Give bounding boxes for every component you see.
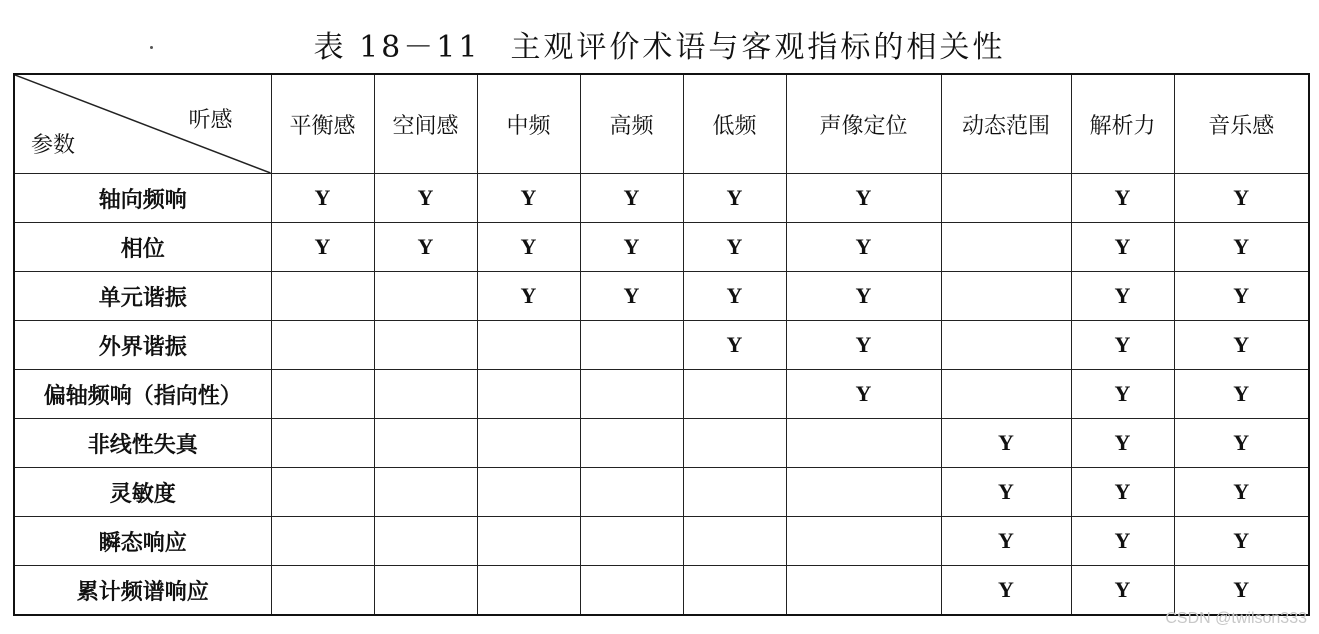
- table-cell: [374, 517, 477, 566]
- row-label: 偏轴频响（指向性）: [14, 370, 271, 419]
- table-cell: Y: [1071, 566, 1174, 616]
- column-header: 声像定位: [786, 74, 941, 174]
- table-cell: [374, 370, 477, 419]
- watermark: CSDN @twilson333: [1165, 610, 1307, 627]
- table-cell: [941, 370, 1071, 419]
- table-cell: [477, 517, 580, 566]
- table-row: [14, 174, 1309, 223]
- table-cell: [941, 223, 1071, 272]
- table-cell: [477, 321, 580, 370]
- table-cell: [271, 321, 374, 370]
- row-label: 灵敏度: [14, 468, 271, 517]
- table-cell: Y: [580, 223, 683, 272]
- row-label: 相位: [14, 223, 271, 272]
- table-cell: Y: [941, 419, 1071, 468]
- table-cell: [477, 419, 580, 468]
- table-cell: Y: [1174, 468, 1309, 517]
- row-label: 累计频谱响应: [14, 566, 271, 616]
- table-cell: Y: [1071, 272, 1174, 321]
- table-cell: [271, 517, 374, 566]
- table-row: [14, 321, 1309, 370]
- table-cell: [580, 321, 683, 370]
- table-row: [14, 566, 1309, 616]
- table-cell: Y: [374, 223, 477, 272]
- row-label: 外界谐振: [14, 321, 271, 370]
- row-label: 非线性失真: [14, 419, 271, 468]
- table-cell: Y: [1071, 321, 1174, 370]
- table-row: [14, 419, 1309, 468]
- table-cell: Y: [786, 223, 941, 272]
- table-cell: Y: [786, 174, 941, 223]
- table-cell: [271, 468, 374, 517]
- table-body: [14, 174, 1309, 616]
- table-cell: Y: [1174, 566, 1309, 616]
- table-row: [14, 223, 1309, 272]
- table-cell: [271, 272, 374, 321]
- table-cell: Y: [477, 174, 580, 223]
- table-cell: Y: [941, 566, 1071, 616]
- table-cell: Y: [1174, 321, 1309, 370]
- table-cell: Y: [477, 272, 580, 321]
- column-header: 高频: [580, 74, 683, 174]
- table-row: [14, 468, 1309, 517]
- table-cell: [271, 419, 374, 468]
- column-header: 动态范围: [941, 74, 1071, 174]
- table-cell: Y: [271, 223, 374, 272]
- table-cell: [786, 468, 941, 517]
- column-header: 低频: [683, 74, 786, 174]
- table-cell: Y: [683, 223, 786, 272]
- table-cell: [683, 370, 786, 419]
- row-label: 单元谐振: [14, 272, 271, 321]
- row-label: 瞬态响应: [14, 517, 271, 566]
- table-cell: [941, 174, 1071, 223]
- table-cell: Y: [786, 370, 941, 419]
- table-cell: Y: [1071, 517, 1174, 566]
- table-cell: Y: [580, 272, 683, 321]
- table-cell: [580, 566, 683, 616]
- table-cell: [374, 272, 477, 321]
- table-row: [14, 370, 1309, 419]
- table-cell: [477, 468, 580, 517]
- table-cell: Y: [683, 321, 786, 370]
- table-cell: [786, 517, 941, 566]
- table-cell: Y: [941, 517, 1071, 566]
- table-title: [0, 22, 1319, 66]
- table-cell: [580, 419, 683, 468]
- table-cell: [271, 566, 374, 616]
- table-cell: [374, 566, 477, 616]
- table-row: [14, 272, 1309, 321]
- table-cell: Y: [1071, 174, 1174, 223]
- table-number: 表 18－11: [313, 30, 481, 65]
- table-cell: Y: [1174, 370, 1309, 419]
- table-cell: Y: [1174, 272, 1309, 321]
- table-cell: Y: [941, 468, 1071, 517]
- table-cell: Y: [1071, 468, 1174, 517]
- table-cell: [271, 370, 374, 419]
- table-row: [14, 517, 1309, 566]
- table-cell: Y: [477, 223, 580, 272]
- table-cell: Y: [683, 272, 786, 321]
- table-cell: [683, 517, 786, 566]
- table-cell: [941, 272, 1071, 321]
- table-cell: [683, 566, 786, 616]
- table-cell: Y: [786, 321, 941, 370]
- table-cell: Y: [1174, 174, 1309, 223]
- table-cell: [374, 468, 477, 517]
- table-cell: Y: [374, 174, 477, 223]
- column-header: 平衡感: [271, 74, 374, 174]
- table-cell: Y: [1071, 370, 1174, 419]
- table-cell: [580, 517, 683, 566]
- table-cell: Y: [271, 174, 374, 223]
- table-cell: [580, 468, 683, 517]
- column-header: 音乐感: [1174, 74, 1309, 174]
- table-cell: Y: [1174, 419, 1309, 468]
- table-cell: Y: [1071, 419, 1174, 468]
- table-cell: [683, 419, 786, 468]
- column-header: 空间感: [374, 74, 477, 174]
- row-label: 轴向频响: [14, 174, 271, 223]
- column-header: 解析力: [1071, 74, 1174, 174]
- table-cell: Y: [580, 174, 683, 223]
- table-cell: [786, 566, 941, 616]
- table-cell: [374, 419, 477, 468]
- header-row: [14, 74, 1309, 174]
- table-cell: [786, 419, 941, 468]
- table-cell: Y: [1071, 223, 1174, 272]
- table-cell: [477, 370, 580, 419]
- table-cell: Y: [1174, 517, 1309, 566]
- table-cell: [477, 566, 580, 616]
- correlation-table: [13, 73, 1310, 616]
- table-caption: 主观评价术语与客观指标的相关性: [510, 30, 1006, 65]
- table-cell: Y: [683, 174, 786, 223]
- table-cell: [683, 468, 786, 517]
- table-cell: [374, 321, 477, 370]
- table-cell: Y: [1174, 223, 1309, 272]
- table-cell: Y: [786, 272, 941, 321]
- table-cell: [941, 321, 1071, 370]
- table-cell: [580, 370, 683, 419]
- corner-header: [14, 74, 271, 174]
- corner-label-parameter: 参数: [31, 133, 76, 158]
- corner-label-hearing: 听感: [188, 108, 233, 133]
- column-header: 中频: [477, 74, 580, 174]
